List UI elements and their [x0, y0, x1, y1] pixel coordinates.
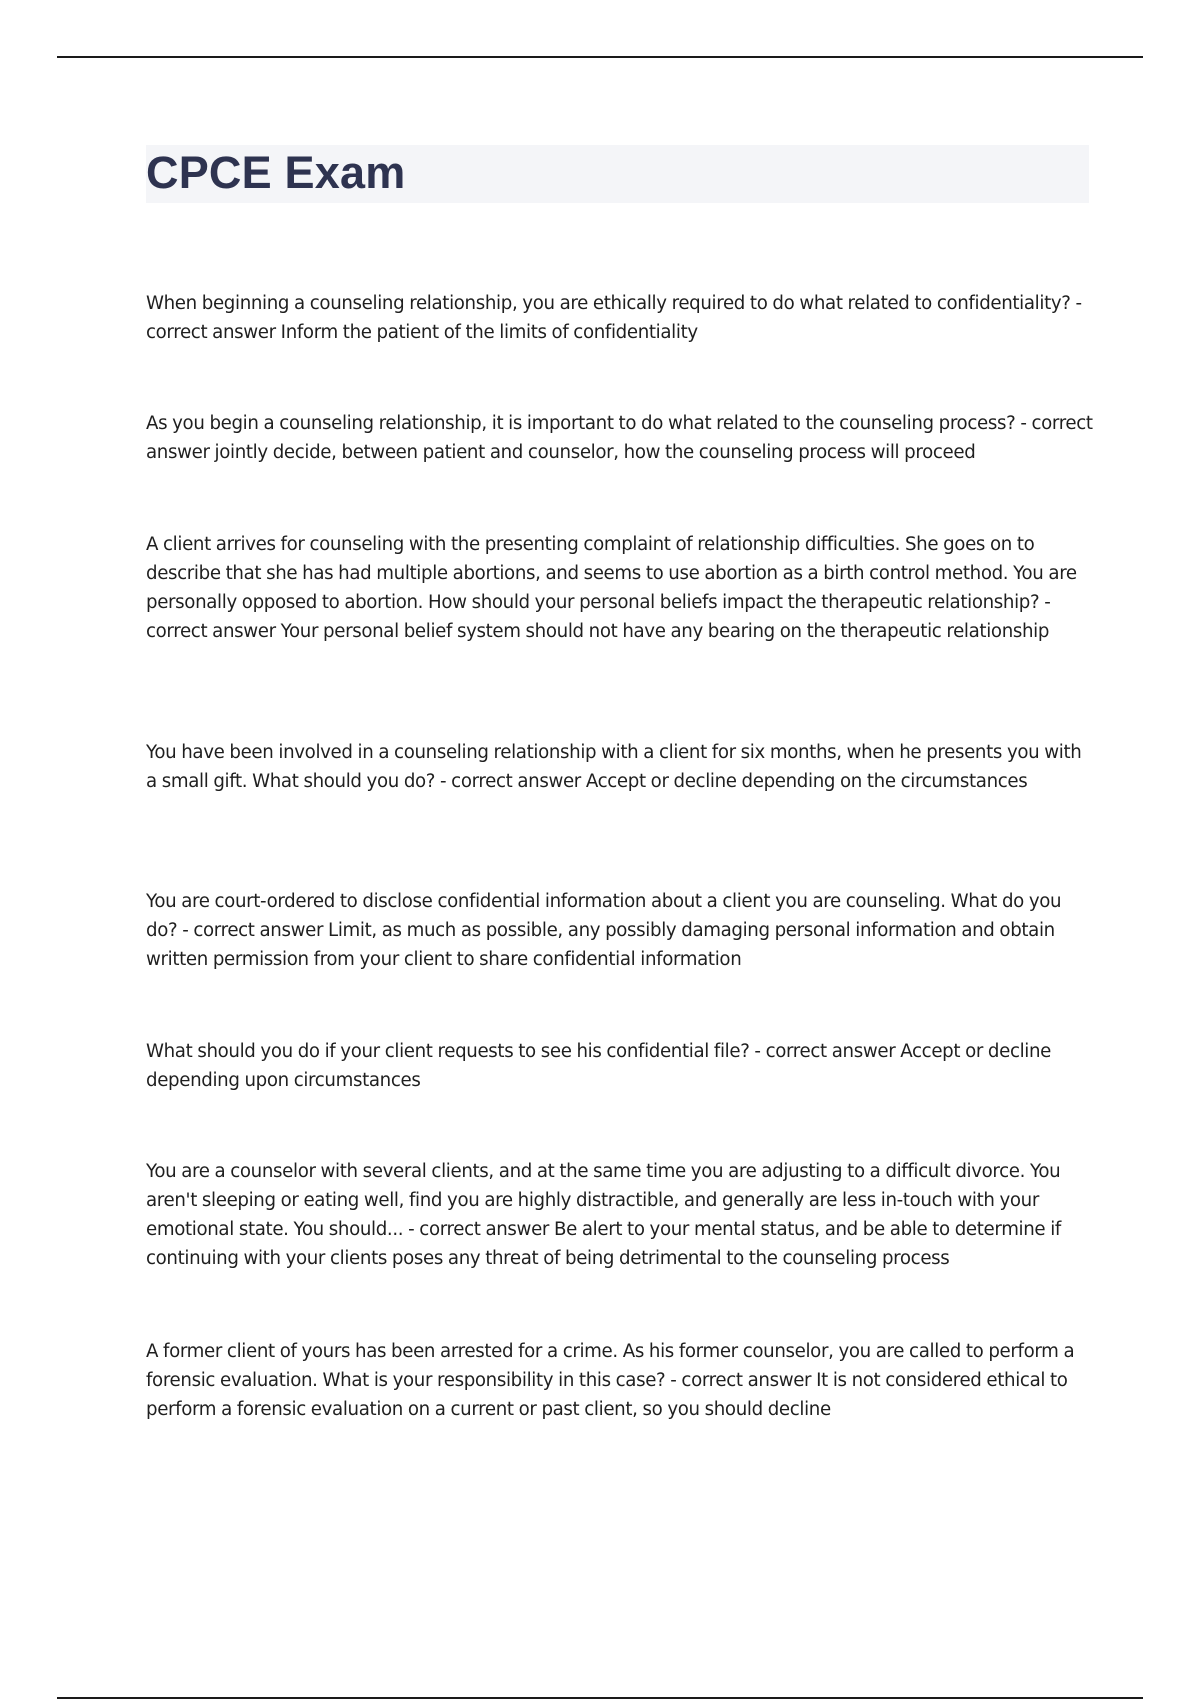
qa-entry-8: A former client of yours has been arrested for a crime. As his former counselor, you are called to perform a forensic evaluation. What is your responsibility in this case? - correct answer It is not considered ethical to perform a forensic evaluation on a current or past client, so you should decline	[146, 1341, 1075, 1420]
header-rule	[57, 56, 1143, 58]
qa-entry-5: You are court-ordered to disclose confidential information about a client you are counseling. What do you do? - correct answer Limit, as much as possible, any possibly damaging personal information and obtain written permission from your client to share confidential information	[146, 891, 1062, 970]
qa-entry-6: What should you do if your client requests to see his confidential file? - correct answer Accept or decline depending upon circumstances	[146, 1041, 1052, 1091]
page-title: CPCE Exam	[146, 147, 406, 198]
qa-entry-2: As you begin a counseling relationship, it is important to do what related to the counseling process? - correct answer jointly decide, between patient and counselor, how the counseling process will proceed	[146, 413, 1093, 463]
qa-entry-7: You are a counselor with several clients, and at the same time you are adjusting to a difficult divorce. You aren't sleeping or eating well, find you are highly distractible, and generally are less in-touch with your emotional state. You should... - correct answer Be alert to your mental status, and be able to determine if continuing with your clients poses any threat of being detrimental to the counseling process	[146, 1161, 1061, 1269]
qa-entry-1: When beginning a counseling relationship, you are ethically required to do what related to confidentiality? - correct answer Inform the patient of the limits of confidentiality	[146, 293, 1082, 343]
qa-entry-3: A client arrives for counseling with the presenting complaint of relationship difficulties. She goes on to describe that she has had multiple abortions, and seems to use abortion as a birth control method. You are personally opposed to abortion. How should your personal beliefs impact the therapeutic relationship? - correct answer Your personal belief system should not have any bearing on the therapeutic relationship	[146, 534, 1077, 642]
footer-rule	[57, 1697, 1143, 1699]
qa-entry-4: You have been involved in a counseling relationship with a client for six months, when he presents you with a small gift. What should you do? - correct answer Accept or decline depending on the circumstances	[146, 742, 1082, 792]
